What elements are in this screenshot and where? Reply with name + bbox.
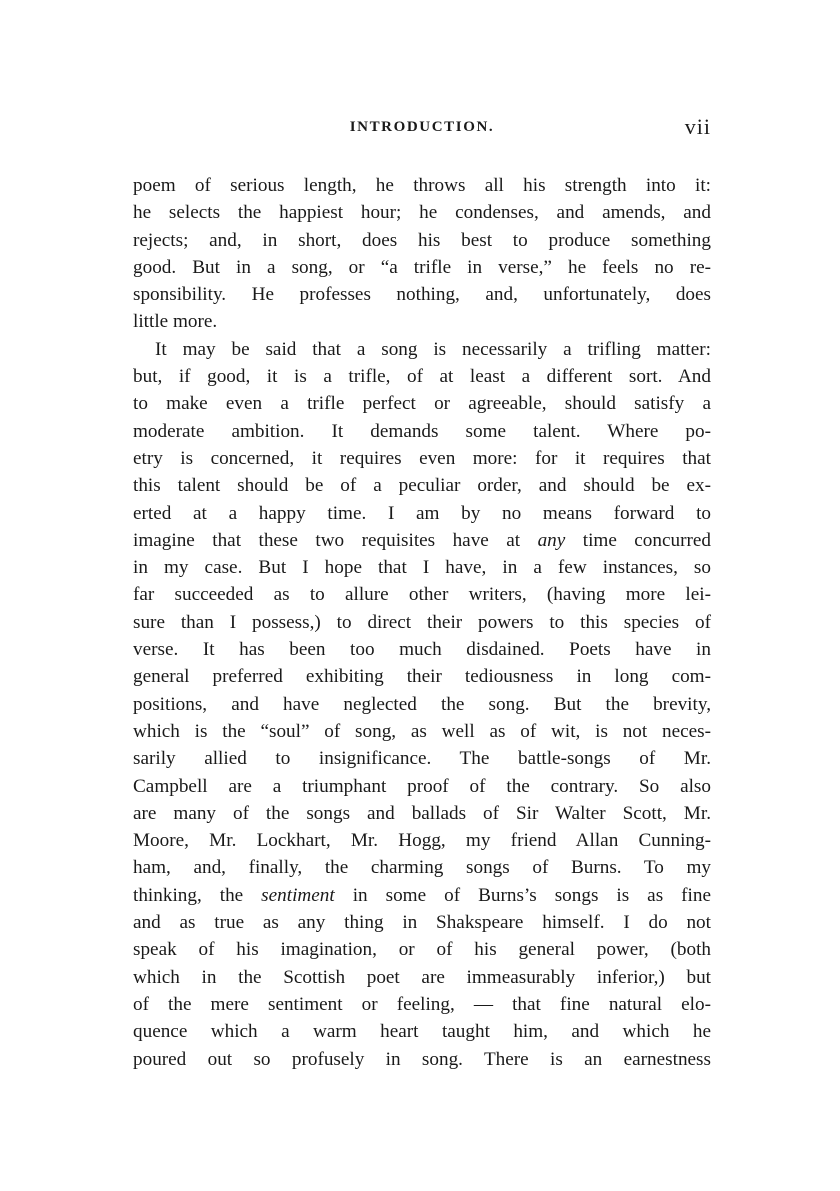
text-line: poem of serious length, he throws all his strength into it:	[133, 175, 711, 196]
text-line: in my case. But I hope that I have, in a few instances, so	[133, 557, 711, 579]
text-line: positions, and have neglected the song. But the brevity,	[133, 693, 711, 715]
text-line: speak of his imagination, or of his general power, (both	[133, 939, 711, 961]
text-run: time concurred	[565, 529, 711, 551]
text-line-with-italic	[133, 527, 711, 554]
text-run: thinking, the	[133, 884, 262, 906]
italic-word-sentiment: sentiment	[261, 884, 335, 906]
text-line: verse. It has been too much disdained. Poets have in	[133, 639, 711, 661]
paragraph-first-line: It may be said that a song is necessarily a trifling matter:	[155, 338, 711, 360]
text-line: Campbell are a triumphant proof of the contrary. So also	[133, 775, 711, 797]
text-line: this talent should be of a peculiar order, and should be ex-	[133, 475, 711, 497]
text-line: are many of the songs and ballads of Sir Walter Scott, Mr.	[133, 802, 711, 824]
text-line: far succeeded as to allure other writers, (having more lei-	[133, 584, 711, 606]
text-line: Moore, Mr. Lockhart, Mr. Hogg, my friend Allan Cunning-	[133, 830, 711, 852]
text-run: in some of Burns’s songs is as fine	[334, 884, 711, 906]
italic-word-any: any	[537, 529, 566, 551]
text-line: to make even a trifle perfect or agreeable, should satisfy a	[133, 393, 711, 415]
text-line: of the mere sentiment or feeling, — that fine natural elo-	[133, 993, 711, 1015]
text-line: and as true as any thing in Shakspeare himself. I do not	[133, 912, 711, 934]
text-line: general preferred exhibiting their tediousness in long com-	[133, 666, 711, 688]
paragraph-end-line: little more.	[133, 311, 218, 333]
text-line: sarily allied to insignificance. The battle-songs of Mr.	[133, 748, 711, 770]
text-line-with-italic	[133, 882, 711, 909]
text-line: but, if good, it is a trifle, of at least a different sort. And	[133, 366, 711, 388]
text-line: sponsibility. He professes nothing, and, unfortunately, does	[133, 284, 711, 306]
text-line: rejects; and, in short, does his best to produce something	[133, 229, 711, 251]
body-text	[133, 172, 711, 1073]
text-line: quence which a warm heart taught him, and which he	[133, 1021, 711, 1043]
text-line: he selects the happiest hour; he condenses, and amends, and	[133, 202, 711, 224]
text-run: imagine that these two requisites have at	[133, 529, 538, 551]
text-line: moderate ambition. It demands some talent. Where po-	[133, 420, 711, 442]
text-line: sure than I possess,) to direct their powers to this species of	[133, 611, 711, 633]
running-title: INTRODUCTION.	[349, 119, 495, 135]
text-line: erted at a happy time. I am by no means forward to	[133, 502, 711, 524]
text-line: which is the “soul” of song, as well as of wit, is not neces-	[133, 720, 711, 742]
text-line: poured out so profusely in song. There is an earnestness	[133, 1048, 711, 1070]
text-line: which in the Scottish poet are immeasurably inferior,) but	[133, 966, 711, 988]
page-number: vii	[684, 114, 711, 139]
text-line: good. But in a song, or “a trifle in verse,” he feels no re-	[133, 256, 711, 278]
text-line: ham, and, finally, the charming songs of Burns. To my	[133, 857, 711, 879]
running-head	[133, 116, 711, 146]
text-line: etry is concerned, it requires even more: for it requires that	[133, 447, 711, 469]
